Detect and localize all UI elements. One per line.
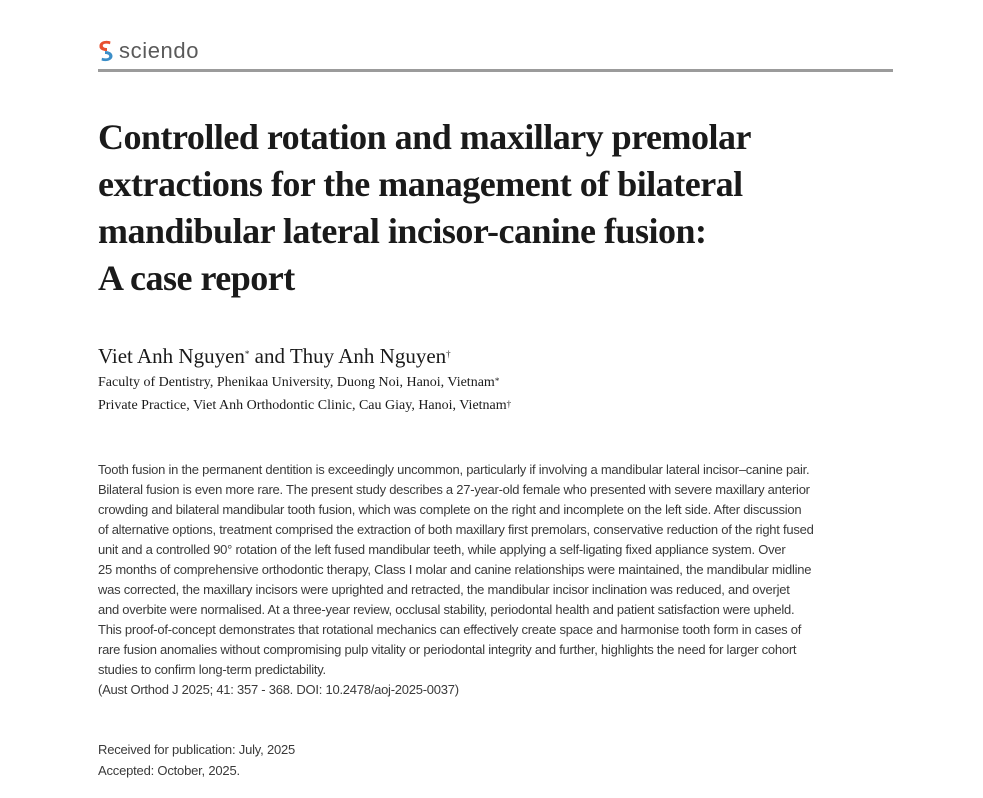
received-date: Received for publication: July, 2025 bbox=[98, 742, 296, 757]
affiliation bbox=[98, 396, 511, 416]
author-list bbox=[98, 342, 451, 370]
abstract-line: unit and a controlled 90° rotation of the left fused mandibular teeth, while applying a self-ligating fixed appliance system. Over bbox=[98, 542, 786, 557]
affiliation-mark: † bbox=[446, 349, 451, 359]
abstract-line: studies to confirm long-term predictability. bbox=[98, 662, 326, 677]
author-name: Thuy Anh Nguyen bbox=[289, 344, 447, 368]
title-line: A case report bbox=[98, 258, 295, 298]
abstract-line: was corrected, the maxillary incisors were uprighted and retracted, the mandibular incisor inclination was reduced, and overjet bbox=[98, 582, 790, 597]
header-rule bbox=[98, 69, 893, 72]
affiliation-mark: * bbox=[494, 376, 500, 386]
affiliation-mark: * bbox=[244, 349, 250, 359]
author-name: Viet Anh Nguyen bbox=[98, 344, 245, 368]
abstract-line: 25 months of comprehensive orthodontic therapy, Class I molar and canine relationships were maintained, the mandibular midline bbox=[98, 562, 812, 577]
title-line: extractions for the management of bilateral bbox=[98, 164, 743, 204]
affiliation-text: Private Practice, Viet Anh Orthodontic Clinic, Cau Giay, Hanoi, Vietnam bbox=[98, 398, 507, 413]
author-conjunction: and bbox=[249, 344, 290, 368]
affiliation bbox=[98, 373, 499, 393]
abstract-line: rare fusion anomalies without compromising pulp vitality or periodontal integrity and further, highlights the need for larger cohort bbox=[98, 642, 797, 657]
sciendo-logo-icon bbox=[98, 39, 114, 63]
title-line: mandibular lateral incisor-canine fusion: bbox=[98, 211, 707, 251]
abstract bbox=[98, 460, 898, 700]
abstract-line: of alternative options, treatment comprised the extraction of both maxillary first premolars, conservative reduction of the right fused bbox=[98, 522, 814, 537]
logo-wordmark: sciendo bbox=[119, 38, 200, 63]
affiliation-text: Faculty of Dentistry, Phenikaa University, Duong Noi, Hanoi, Vietnam bbox=[98, 375, 495, 390]
abstract-line: This proof-of-concept demonstrates that rotational mechanics can effectively create space and harmonise tooth form in cases of bbox=[98, 622, 802, 637]
article-title bbox=[98, 114, 898, 302]
sciendo-logo bbox=[98, 39, 199, 63]
affiliation-mark: † bbox=[506, 399, 512, 409]
title-line: Controlled rotation and maxillary premolar bbox=[98, 117, 751, 157]
abstract-line: Bilateral fusion is even more rare. The present study describes a 27-year-old female who presented with severe maxillary anterior bbox=[98, 482, 810, 497]
accepted-date: Accepted: October, 2025. bbox=[98, 763, 240, 778]
journal-header bbox=[98, 36, 893, 74]
abstract-line: Tooth fusion in the permanent dentition is exceedingly uncommon, particularly if involving a mandibular lateral incisor–canine pair. bbox=[98, 462, 810, 477]
abstract-line: crowding and bilateral mandibular tooth fusion, which was complete on the right and incomplete on the left side. After discussion bbox=[98, 502, 802, 517]
citation: (Aust Orthod J 2025; 41: 357 - 368. DOI: 10.2478/aoj-2025-0037) bbox=[98, 682, 459, 697]
abstract-line: and overbite were normalised. At a three-year review, occlusal stability, periodontal health and patient satisfaction were upheld. bbox=[98, 602, 795, 617]
